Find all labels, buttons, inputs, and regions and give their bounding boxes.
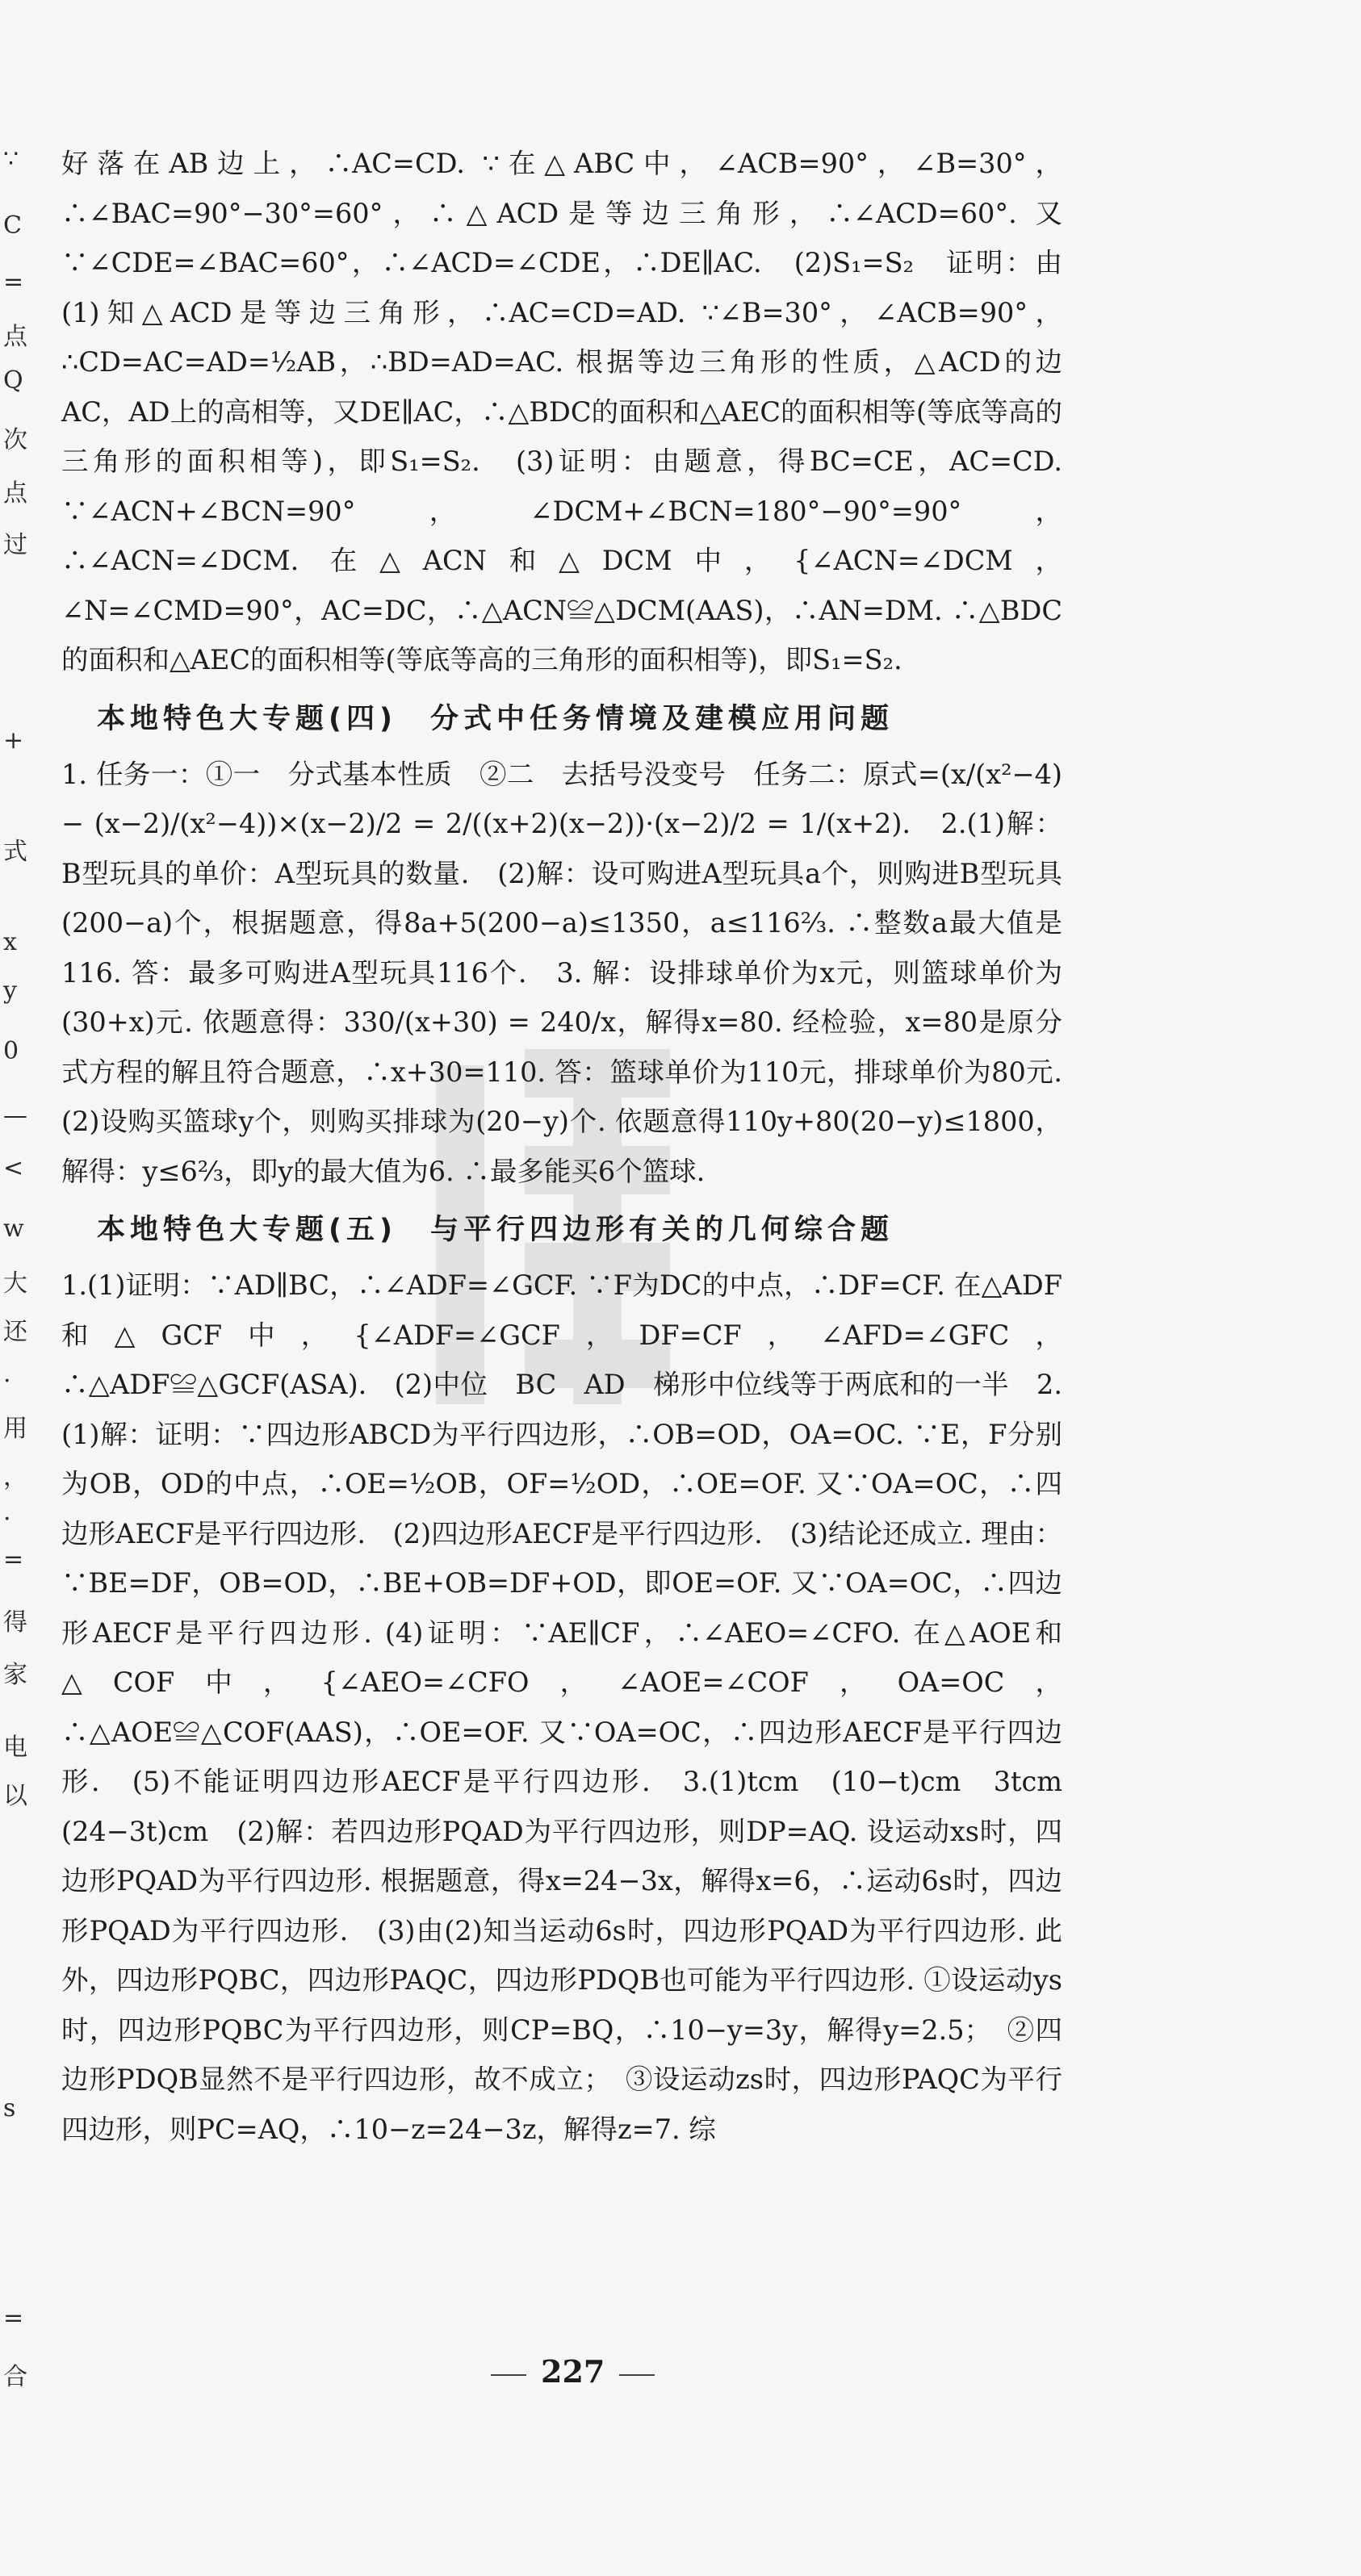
margin-char: 得 bbox=[3, 1608, 27, 1637]
left-margin-bleed bbox=[0, 0, 32, 2576]
margin-char: 过 bbox=[3, 531, 27, 559]
margin-char: — bbox=[3, 1102, 27, 1130]
margin-char: y bbox=[3, 976, 17, 1005]
margin-char: x bbox=[3, 928, 17, 956]
margin-char: 点 bbox=[3, 323, 27, 351]
margin-char: ， bbox=[3, 1463, 27, 1491]
answer-text-page bbox=[61, 139, 1090, 2154]
margin-char: + bbox=[3, 726, 24, 755]
margin-char: w bbox=[3, 1215, 24, 1243]
margin-char: s bbox=[3, 2094, 16, 2122]
margin-char: 以 bbox=[3, 1782, 27, 1810]
margin-char: 电 bbox=[3, 1733, 27, 1762]
solution-paragraph: 1. 任务一：①一 分式基本性质 ②二 去括号没变号 任务二：原式=(x/(x²−4) − (x−2)/(x²−4))×(x−2)/2 = 2/((x+2)(x−2))·(x−2)/2 = 1/(x+2). 2.(1)解：B型玩具的单价：A型玩具的数量. (2)解：设可购进A型玩具a个，则购进B型玩具(200−a)个，根据题意，得8a+5(200−a)≤1350，a≤116⅔. ∴整数a最大值是116. 答：最多可购进A型玩具116个. 3. 解：设排球单价为x元，则篮球单价为(30+x)元. 依题意得：330/(x+30) = 240/x，解得x=80. 经检验，x=80是原分式方程的解且符合题意，∴x+30=110. 答：篮球单价为110元，排球单价为80元. (2)设购买篮球y个，则购买排球为(20−y)个. 依题意得110y+80(20−y)≤1800，解得：y≤6⅔，即y的最大值为6. ∴最多能买6个篮球. bbox=[61, 758, 1090, 1187]
margin-char: 0 bbox=[3, 1037, 19, 1065]
margin-char: = bbox=[3, 1545, 24, 1574]
margin-char: ∵ bbox=[3, 145, 19, 174]
section-heading-5: 本地特色大专题(五) 与平行四边形有关的几何综合题 bbox=[97, 1214, 894, 1246]
solution-paragraph: 1.(1)证明：∵AD∥BC，∴∠ADF=∠GCF. ∵F为DC的中点，∴DF=CF. 在△ADF和△GCF中，{∠ADF=∠GCF，DF=CF，∠AFD=∠GFC，∴△ADF≌△GCF(ASA). (2)中位 BC AD 梯形中位线等于两底和的一半 2.(1)解：证明：∵四边形ABCD为平行四边形，∴OB=OD，OA=OC. ∵E，F分别为OB，OD的中点，∴OE=½OB，OF=½OD，∴OE=OF. 又∵OA=OC，∴四边形AECF是平行四边形. (2)四边形AECF是平行四边形. (3)结论还成立. 理由：∵BE=DF，OB=OD，∴BE+OB=DF+OD，即OE=OF. 又∵OA=OC，∴四边形AECF是平行四边形. (4)证明：∵AE∥CF，∴∠AEO=∠CFO. 在△AOE和△COF中，{∠AEO=∠CFO，∠AOE=∠COF，OA=OC，∴△AOE≌△COF(AAS)，∴OE=OF. 又∵OA=OC，∴四边形AECF是平行四边形. (5)不能证明四边形AECF是平行四边形. 3.(1)tcm (10−t)cm 3tcm (24−3t)cm (2)解：若四边形PQAD为平行四边形，则DP=AQ. 设运动xs时，四边形PQAD为平行四边形. 根据题意，得x=24−3x，解得x=6，∴运动6s时，四边形PQAD为平行四边形. (3)由(2)知当运动6s时，四边形PQAD为平行四边形. 此外，四边形PQBC，四边形PAQC，四边形PDQB也可能为平行四边形. ①设运动ys时，四边形PQBC为平行四边形，则CP=BQ，∴10−y=3y，解得y=2.5； ②四边形PDQB显然不是平行四边形，故不成立； ③设运动zs时，四边形PAQC为平行四边形，则PC=AQ，∴10−z=24−3z，解得z=7. 综 bbox=[61, 1269, 1090, 2145]
margin-char: C bbox=[3, 211, 22, 240]
solution-paragraph: 好落在AB边上，∴AC=CD. ∵在△ABC中，∠ACB=90°，∠B=30°，∴∠BAC=90°−30°=60°，∴△ACD是等边三角形，∴∠ACD=60°. 又∵∠CDE=∠BAC=60°，∴∠ACD=∠CDE，∴DE∥AC. (2)S₁=S₂ 证明：由(1)知△ACD是等边三角形，∴AC=CD=AD. ∵∠B=30°，∠ACB=90°，∴CD=AC=AD=½AB，∴BD=AD=AC. 根据等边三角形的性质，△ACD的边AC，AD上的高相等，又DE∥AC，∴△BDC的面积和△AEC的面积相等(等底等高的三角形的面积相等)，即S₁=S₂. (3)证明：由题意，得BC=CE，AC=CD. ∵∠ACN+∠BCN=90°，∠DCM+∠BCN=180°−90°=90°，∴∠ACN=∠DCM. 在△ACN和△DCM中，{∠ACN=∠DCM，∠N=∠CMD=90°，AC=DC，∴△ACN≌△DCM(AAS)，∴AN=DM. ∴△BDC的面积和△AEC的面积相等(等底等高的三角形的面积相等)，即S₁=S₂. bbox=[61, 148, 1062, 675]
margin-char: 合 bbox=[3, 2363, 27, 2391]
margin-char: . bbox=[3, 1360, 11, 1388]
margin-char: 点 bbox=[3, 479, 27, 508]
margin-char: Q bbox=[3, 366, 23, 395]
section-heading-4: 本地特色大专题(四) 分式中任务情境及建模应用问题 bbox=[97, 702, 894, 735]
margin-char: · bbox=[3, 1505, 11, 1533]
margin-char: 式 bbox=[3, 838, 27, 866]
margin-char: = bbox=[3, 268, 24, 296]
margin-char: = bbox=[3, 2304, 24, 2332]
margin-char: 用 bbox=[3, 1415, 27, 1443]
margin-char: 大 bbox=[3, 1269, 27, 1298]
page-number: 227 bbox=[476, 2353, 669, 2390]
margin-char: 家 bbox=[3, 1661, 27, 1689]
margin-char: < bbox=[3, 1154, 24, 1182]
margin-char: 还 bbox=[3, 1318, 27, 1346]
margin-char: 次 bbox=[3, 426, 27, 454]
